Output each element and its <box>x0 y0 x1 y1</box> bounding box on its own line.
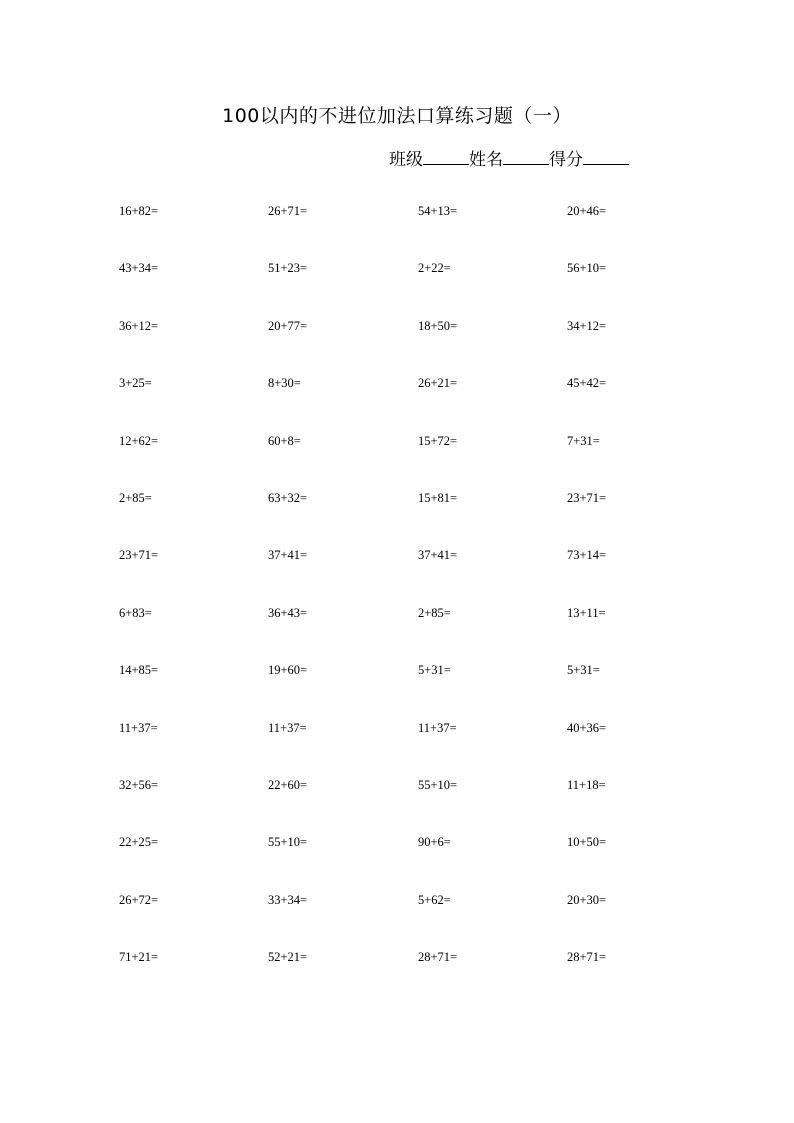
name-blank[interactable] <box>503 146 549 165</box>
name-label: 姓名 <box>469 150 503 170</box>
problem-item: 11+37= <box>268 720 307 735</box>
problem-item: 43+34= <box>119 261 159 276</box>
problem-item: 3+25= <box>119 376 152 391</box>
problem-item: 28+71= <box>567 950 607 965</box>
problem-item: 6+83= <box>119 605 152 620</box>
problem-item: 19+60= <box>268 663 308 678</box>
problem-item: 11+37= <box>119 720 158 735</box>
problem-item: 13+11= <box>567 605 606 620</box>
problem-item: 5+31= <box>418 663 451 678</box>
problem-item: 11+37= <box>418 720 457 735</box>
problem-item: 11+18= <box>567 777 606 792</box>
problem-item: 20+77= <box>268 318 308 333</box>
problem-item: 16+82= <box>119 204 159 218</box>
problem-item: 20+30= <box>567 892 607 907</box>
problem-item: 52+21= <box>268 950 308 965</box>
problem-item: 55+10= <box>418 777 458 792</box>
problem-item: 15+81= <box>418 490 458 505</box>
problem-item: 8+30= <box>268 376 301 391</box>
problem-item: 55+10= <box>268 835 308 850</box>
problem-item: 56+10= <box>567 261 607 276</box>
problem-item: 26+71= <box>268 204 308 218</box>
class-blank[interactable] <box>423 146 469 165</box>
problem-item: 2+85= <box>119 490 152 505</box>
problem-item: 7+31= <box>567 433 600 448</box>
problem-item: 12+62= <box>119 433 159 448</box>
problem-item: 90+6= <box>418 835 451 850</box>
problem-item: 45+42= <box>567 376 607 391</box>
problem-item: 33+34= <box>268 892 308 907</box>
problem-item: 40+36= <box>567 720 607 735</box>
problem-item: 2+85= <box>418 605 451 620</box>
problem-item: 54+13= <box>418 204 458 218</box>
problem-item: 23+71= <box>567 490 607 505</box>
problem-item: 60+8= <box>268 433 301 448</box>
problem-item: 22+25= <box>119 835 159 850</box>
problem-item: 36+43= <box>268 605 308 620</box>
score-blank[interactable] <box>583 146 629 165</box>
problem-item: 22+60= <box>268 777 308 792</box>
problem-item: 63+32= <box>268 490 308 505</box>
problem-item: 73+14= <box>567 548 607 563</box>
problem-item: 20+46= <box>567 204 607 218</box>
problem-item: 36+12= <box>119 318 159 333</box>
problem-item: 32+56= <box>119 777 159 792</box>
problem-item: 34+12= <box>567 318 607 333</box>
page-title: 100以内的不进位加法口算练习题（一） <box>222 105 572 127</box>
problem-item: 10+50= <box>567 835 607 850</box>
problem-item: 2+22= <box>418 261 451 276</box>
problem-item: 18+50= <box>418 318 458 333</box>
problem-item: 37+41= <box>418 548 458 563</box>
problem-item: 37+41= <box>268 548 308 563</box>
score-label: 得分 <box>549 150 583 170</box>
problem-item: 26+72= <box>119 892 159 907</box>
student-info-line <box>389 146 629 172</box>
problem-item: 51+23= <box>268 261 308 276</box>
problem-item: 14+85= <box>119 663 159 678</box>
problem-item: 5+31= <box>567 663 600 678</box>
problem-item: 28+71= <box>418 950 458 965</box>
problem-item: 23+71= <box>119 548 159 563</box>
problem-item: 26+21= <box>418 376 458 391</box>
problem-item: 71+21= <box>119 950 159 965</box>
problem-item: 5+62= <box>418 892 451 907</box>
class-label: 班级 <box>389 150 423 170</box>
problem-item: 15+72= <box>418 433 458 448</box>
problem-grid <box>119 202 687 1005</box>
